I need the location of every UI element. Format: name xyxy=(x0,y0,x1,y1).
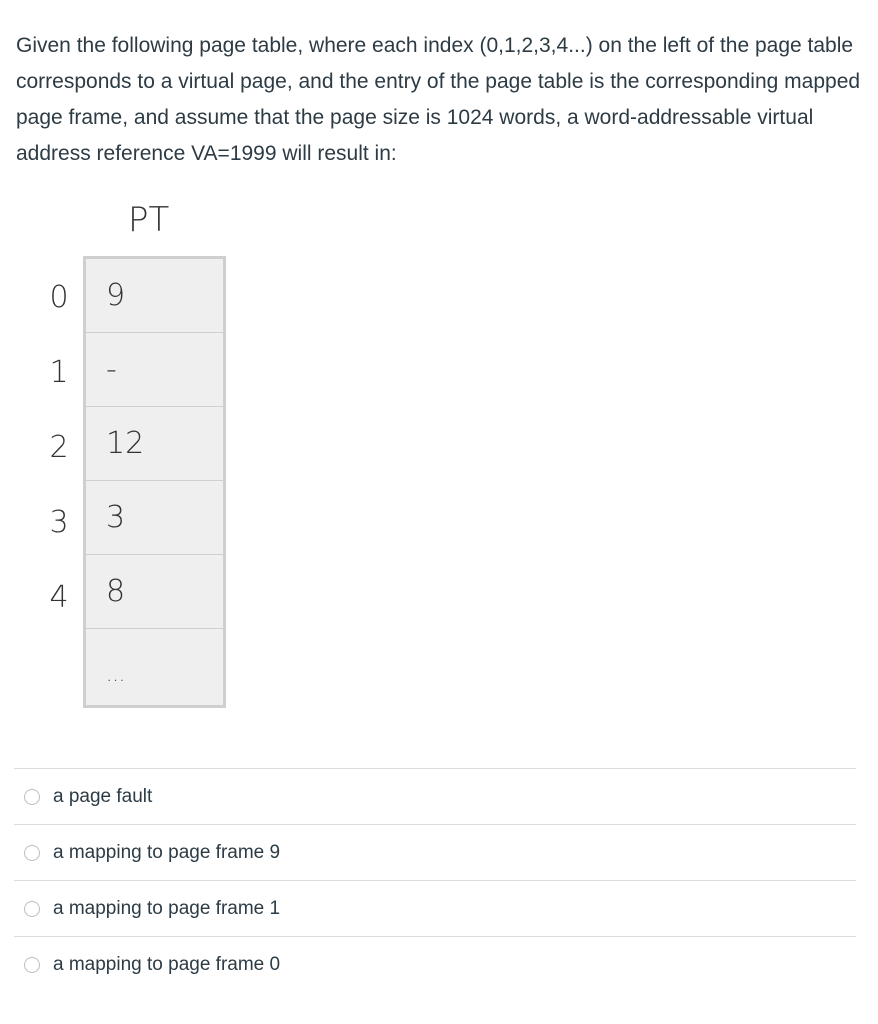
page-table-entry: 12 xyxy=(86,407,223,481)
answer-option-frame-1[interactable] xyxy=(14,880,856,936)
radio-button[interactable] xyxy=(24,957,40,973)
radio-button[interactable] xyxy=(24,901,40,917)
page-table-entry-ellipsis: ... xyxy=(106,662,126,686)
page-index-2: 2 xyxy=(49,430,69,465)
answer-option-frame-0[interactable] xyxy=(14,936,856,993)
page-table-entry: 3 xyxy=(86,481,223,555)
page-table-entry: - xyxy=(86,333,223,407)
page-table-entry: 9 xyxy=(86,259,223,333)
page-table-figure xyxy=(0,0,300,740)
radio-button[interactable] xyxy=(24,845,40,861)
page-index-4: 4 xyxy=(49,580,69,615)
question-text: Given the following page table, where each index (0,1,2,3,4...) on the left of the page table corresponds to a virtual page, and the entry of the page table is the corresponding mapped page frame, and assume that the page size is 1024 words, a word-addressable virtual address reference VA=1999 will result in: xyxy=(16,34,861,165)
page-table-entry: 8 xyxy=(86,555,223,629)
answer-label: a mapping to page frame 1 xyxy=(53,897,281,919)
answer-option-page-fault[interactable] xyxy=(14,768,856,824)
page-index-1: 1 xyxy=(49,355,69,390)
answer-label: a mapping to page frame 9 xyxy=(53,841,281,863)
page-table xyxy=(83,256,226,708)
answer-option-frame-9[interactable] xyxy=(14,824,856,880)
radio-button[interactable] xyxy=(24,789,40,805)
page-table-title: PT xyxy=(128,200,170,240)
answer-label: a page fault xyxy=(53,785,153,807)
answer-list xyxy=(14,768,856,993)
page-index-3: 3 xyxy=(49,505,69,540)
answer-label: a mapping to page frame 0 xyxy=(53,954,281,975)
page-index-0: 0 xyxy=(49,280,69,315)
